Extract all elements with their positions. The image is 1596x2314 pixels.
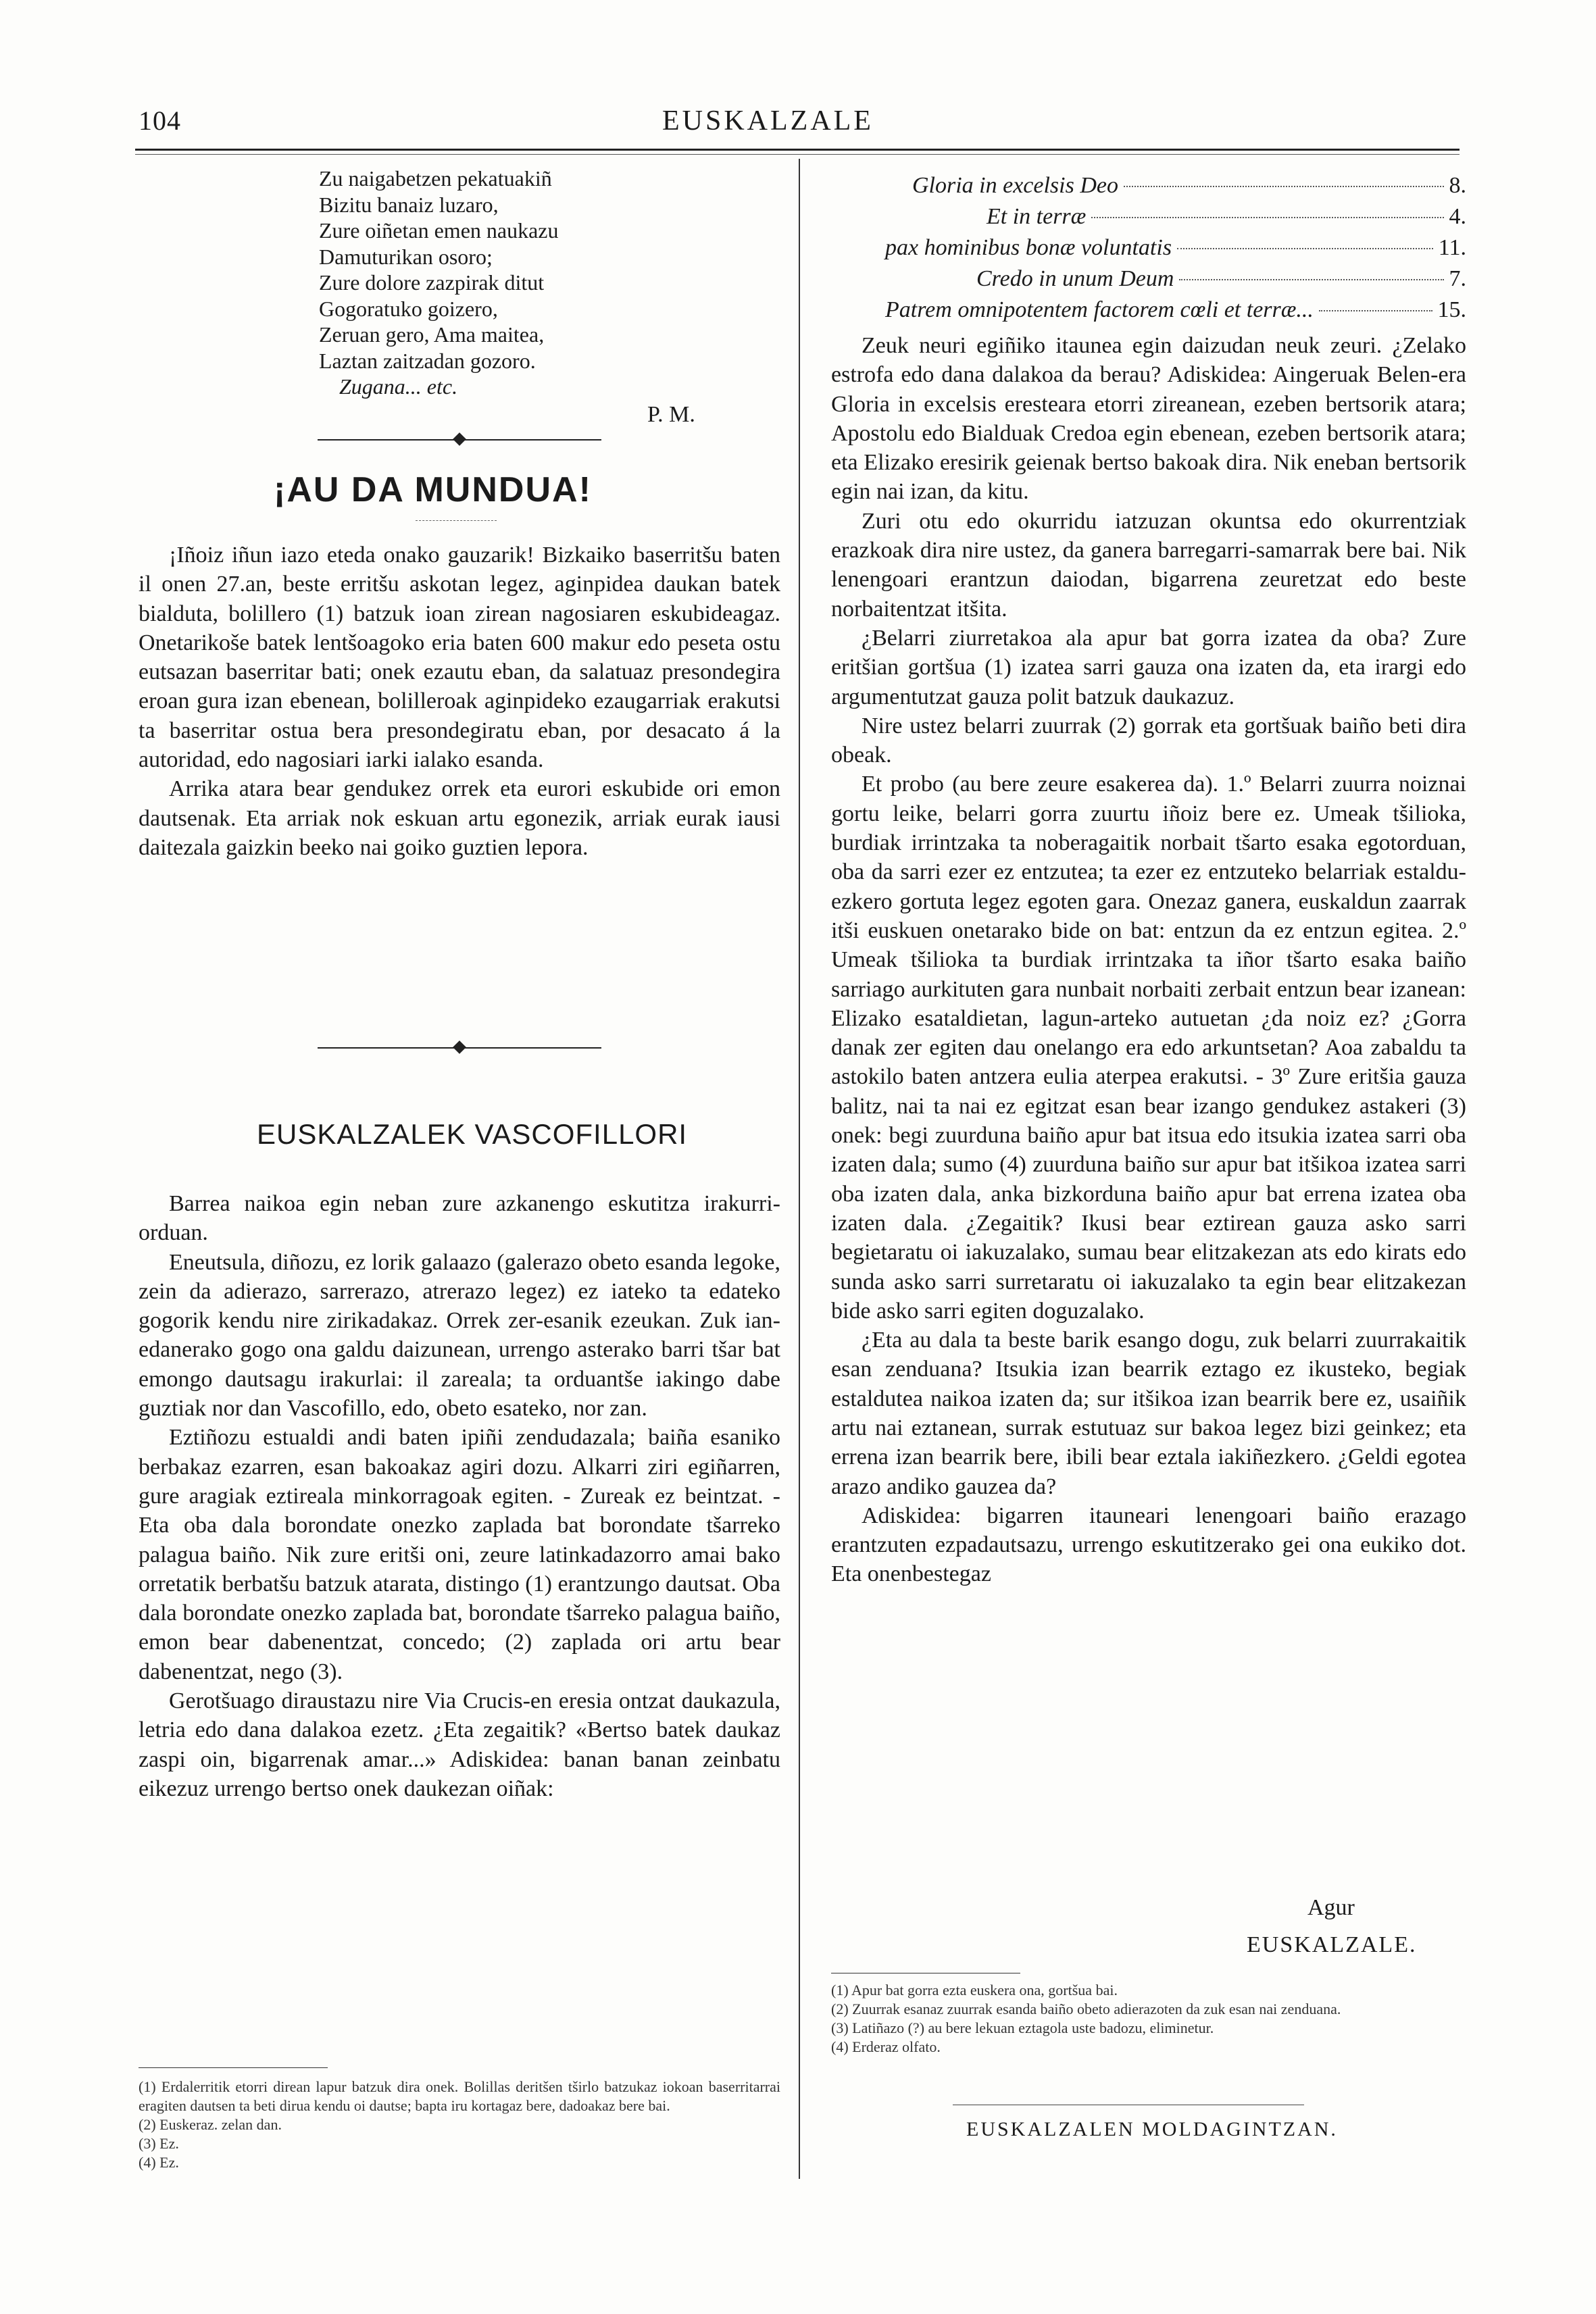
- article2-paragraph: Gerotšuago diraustazu nire Via Crucis-en eresia ontzat daukazula, letria edo dana dalakoa ezetz. ¿Eta zegaitik? «Bertso batek daukaz zaspi oin, bigarrenak amar...» Adiskidea: banan banan zeinbatu eikezuz urrengo bertso onek daukezan oiñak:: [139, 1688, 780, 1801]
- poem: [319, 166, 559, 400]
- signoff-agur: Agur: [1307, 1895, 1355, 1920]
- footnote: (4) Erderaz olfato.: [831, 2038, 941, 2055]
- page-number: 104: [139, 105, 181, 136]
- leader-dots: [1177, 248, 1433, 249]
- signoff-name: EUSKALZALE.: [1247, 1932, 1417, 1957]
- footnote: (3) Ez.: [139, 2135, 179, 2152]
- syllable-count: 7.: [1449, 266, 1466, 291]
- latin-row: [885, 295, 1466, 326]
- header-rule-thin: [135, 154, 1460, 155]
- article2-paragraph: Eneutsula, diñozu, ez lorik galaazo (galerazo obeto esanda legoke, zein da adierazo, sarrerazo, atrerazo legez) ez iateko ta edateko gogorik kendu nire zirikadakaz. Orrek zer-esanik ezeukan. Zuk ian-edanerako gogo ona galdu daizunean, urrengo asterako barri tšar bat emongo dautsagu irakurlai: il zareala; ta orduantše iakingo dabe guztiak nor dan Vascofillo, edo, obeto esateko, nor zan.: [139, 1249, 780, 1422]
- right-paragraph: ¿Eta au dala ta beste barik esango dogu, zuk belarri zuurrakaitik esan zenduana? Itsukia izan bearrik eztago ez ikusteko, begiak estaldutea naikoa izaten da; sur itšikoa izan bearrik bere ez, usaiñik artu nai eztanean, surrak estutuaz sur bakoa legez bizi geinkez; eta errena izan bearrik bere, ibili bear eztala iakiñezkero. ¿Geldi egotea arazo andiko gauzea da?: [831, 1328, 1466, 1499]
- poem-line: Zu naigabetzen pekatuakiñ: [319, 166, 552, 191]
- latin-text: Gloria in excelsis Deo: [912, 173, 1118, 198]
- ornament-diamond: [453, 1040, 466, 1054]
- footnotes-right: [831, 1981, 1466, 2057]
- running-title: EUSKALZALE: [662, 105, 874, 136]
- poem-line: Zure oiñetan emen naukazu: [319, 218, 559, 243]
- leader-dots: [1179, 279, 1443, 280]
- footnotes-left: [139, 2078, 780, 2172]
- latin-text: Et in terræ: [987, 204, 1087, 229]
- footnote: (1) Apur bat gorra ezta euskera ona, gortšua bai.: [831, 1982, 1118, 1998]
- latin-row: [885, 263, 1466, 295]
- article-title: EUSKALZALEK VASCOFILLORI: [257, 1118, 688, 1150]
- poem-line: Laztan zaitzadan gozoro.: [319, 348, 536, 373]
- article2-body: [139, 1189, 780, 1803]
- footnote-rule: [139, 2067, 328, 2068]
- footnote: (2) Zuurrak esanaz zuurrak esanda baiño obeto adierazoten da zuk esan nai zenduana.: [831, 2001, 1341, 2017]
- printer-imprint: EUSKALZALEN MOLDAGINTZAN.: [966, 2118, 1338, 2140]
- title-dash: [416, 520, 497, 521]
- latin-row: [885, 170, 1466, 201]
- syllable-count: 11.: [1438, 235, 1466, 260]
- footnote: (3) Latiñazo (?) au bere lekuan eztagola uste badozu, eliminetur.: [831, 2019, 1214, 2036]
- latin-text: pax hominibus bonæ voluntatis: [885, 235, 1172, 260]
- poem-line: Damuturikan osoro;: [319, 244, 493, 269]
- right-paragraph: Nire ustez belarri zuurrak (2) gorrak eta gortšuak baiño beti dira obeak.: [831, 713, 1466, 768]
- column-divider: [799, 159, 800, 2179]
- latin-text: Credo in unum Deum: [976, 266, 1174, 291]
- right-paragraph: Et probo (au bere zeure esakerea da). 1.º Belarri zuurra noiznai gortu leike, belarri gorra zuurtu iñoiz bere ez. Umeak tšilioka, burdiak irrintzaka ta noberagaitik norbait tšarto esaka egotorduan, oba da sarri ezer ez entzutea; ta ezer ez entzuteko belarriak estaldu-ezkero gortuta legez egoten gara. Onezaz ganera, euskaldun zaarrak itši euskuen onetarako bide on bat: entzun da ez entzun egitea. 2.º Umeak tšilioka ta burdiak irrintzaka ta iñor tšarto esaka baiño sarriago aurkituten gara nunbait norbaiti zerbait entzun bear izanean: Elizako esataldietan, lagun-arteko autuetan ¿da noiz ez? ¿Gorra danak zer egiten dau onelango era edo arkuntsetan? Aoa zabaldu ta astokilo baten antzera eulia aterpea erakutsi. - 3º Zure eritšia gauza balitz, nai ta nai ez egitzat esan bear izango gendukez astakeri (3) onek: begi zuurduna baiño apur bat itsua edo itsukia izatea sarri oba izaten dala; sumo (4) zuurduna baiño sur apur bat itšikoa izatea sarri oba izaten dala, anka bizkorduna baiño apur bat errena izatea oba izaten dala. ¿Zegaitik? Ikusi bear eztirean gauza asko sarri begietaratu oi iakuzalako, sumau bear elitzakezan ats edo kirats edo sunda asko sarri surretaratu oi iakuzalako ta egin bear elitzakezan bide asko sarri egiten doguzalako.: [831, 772, 1466, 1324]
- poem-line: Gogoratuko goizero,: [319, 296, 498, 321]
- right-paragraph: Zuri otu edo okurridu iatzuzan okuntsa edo okurrentziak erazkoak dira nire ustez, da ganera barregarri-samarrak bere bai. Nik lenengoari erantzun daiodan, bigarrena zeuretzat edo beste norbaitentzat itšita.: [831, 508, 1466, 622]
- poem-line: Zure dolore zazpirak ditut: [319, 270, 545, 295]
- footnote: (1) Erdalerritik etorri direan lapur batzuk dira onek. Bolillas deritšen tširlo batzukaz iokoan baserritarrai eragiten dautsen ta beti dirua kendu oi dautse; bapta iru kortagaz bere, dadoakaz bere bai.: [139, 2078, 780, 2114]
- leader-dots: [1124, 186, 1444, 187]
- poem-line: Bizitu banaiz luzaro,: [319, 192, 499, 217]
- right-paragraph: ¿Belarri ziurretakoa ala apur bat gorra izatea da oba? Zure eritšian gortšua (1) izatea sarri gauza ona izaten da, eta irargi edo argumentutzat gauza polit batzuk daukazuz.: [831, 625, 1466, 709]
- article1-body: [139, 540, 780, 862]
- poem-line: Zugana... etc.: [339, 374, 458, 399]
- leader-dots: [1319, 310, 1432, 311]
- leader-dots: [1091, 217, 1443, 218]
- latin-text: Patrem omnipotentem factorem cœli et terræ...: [885, 297, 1314, 322]
- latin-verse-list: [885, 170, 1466, 326]
- article-title: ¡AU DA MUNDUA!: [274, 470, 592, 509]
- header-rule: [135, 149, 1460, 151]
- article1-paragraph: Arrika atara bear gendukez orrek eta eurori eskubide ori emon dautsenak. Eta arriak nok eskuan artu egonezik, arriak eurak iausi daitezala gaizkin beeko nai goiko guztien lepora.: [139, 776, 780, 860]
- right-paragraph: Zeuk neuri egiñiko itaunea egin daizudan neuk zeuri. ¿Zelako estrofa edo dana dalakoa da berau? Adiskidea: Aingeruak Belen-era Gloria in excelsis eresteara etorri zireanean, ezeben bertsorik atara; Apostolu edo Bialduak Credoa egin ebenean, ezeben bertsorik atara; eta Elizako eresirik geienak bertso bakoak dira. Nik eneban bertsorik egin nai izan, da kitu.: [831, 333, 1466, 505]
- article1-paragraph: ¡Iñoiz iñun iazo eteda onako gauzarik! Bizkaiko baserritšu baten il onen 27.an, beste erritšu askotan legez, aginpidea daukan batek bialduta, bolillero (1) batzuk ioan zirean nagosiaren eskubideagaz. Onetarikoše batek lentšoagoko eria baten 600 makur edo peseta ostu eutsazan baserritar bati; onek ezautu eban, da salatuaz presondegira eroan gura izan ebenean, bolilleroak aginpideko ezaugarriak erakutsi ta baserritar ostua bera presondegiratu eban, por desacato á la autoridad, edo nagosiari iarki ialako esanda.: [139, 543, 780, 773]
- article2-paragraph: Barrea naikoa egin neban zure azkanengo eskutitza irakurri-orduan.: [139, 1191, 780, 1246]
- latin-row: [885, 232, 1466, 263]
- poem-signature: P. M.: [647, 402, 695, 427]
- syllable-count: 8.: [1449, 173, 1466, 198]
- poem-line: Zeruan gero, Ama maitea,: [319, 322, 545, 347]
- footnote: (2) Euskeraz. zelan dan.: [139, 2116, 282, 2133]
- ornament-diamond: [453, 432, 466, 446]
- syllable-count: 15.: [1437, 297, 1466, 322]
- latin-row: [885, 201, 1466, 232]
- right-body: [831, 331, 1466, 1589]
- right-paragraph: Adiskidea: bigarren itauneari lenengoari baiño erazago erantzuten ezpadautsazu, urrengo eskutitzerako gei ona eukiko dot. Eta onenbestegaz: [831, 1503, 1466, 1587]
- footnote: (4) Ez.: [139, 2154, 179, 2171]
- syllable-count: 4.: [1449, 204, 1466, 229]
- article2-paragraph: Eztiñozu estualdi andi baten ipiñi zendudazala; baiña esaniko berbakaz ezarren, esan bakoakaz agiri dozu. Alkarri ziri egiñarren, gure aragiak eztireala minkorragoak egiten. - Zureak ez beintzat. - Eta oba dala borondate onezko zaplada bat borondate tšarreko palagua baiño. Nik zure eritši oni, zeure latinkadazorro amai bako orretatik berbatšu batzuk atarata, distingo (1) erantzungo dautsat. Oba dala borondate onezko zaplada bat, borondate tšarreko palagua baiño, emon bear dabenentzat, concedo; (2) zaplada ori artu bear dabenentzat, nego (3).: [139, 1425, 780, 1684]
